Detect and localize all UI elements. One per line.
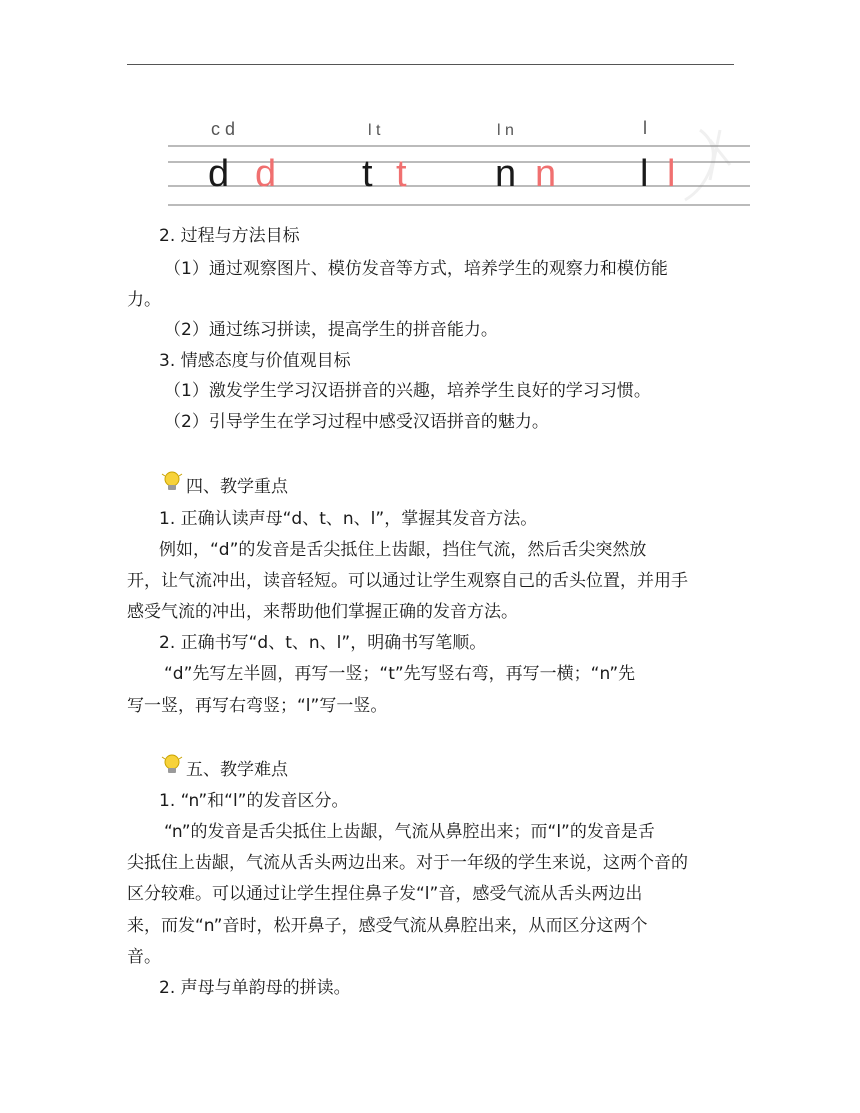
lightbulb-icon bbox=[161, 470, 183, 494]
section-heading-difficulties: 五、教学难点 bbox=[186, 760, 288, 780]
paragraph-line: “d”先写左半圆，再写一竖；“t”先写竖右弯，再写一横；“n”先 bbox=[164, 664, 636, 684]
stroke-steps-l: l bbox=[643, 118, 647, 138]
paragraph-line: 音。 bbox=[127, 947, 161, 967]
paragraph-line: 来，而发“n”音时，松开鼻子，感受气流从鼻腔出来，从而区分这两个 bbox=[127, 916, 648, 936]
section-heading-key-points: 四、教学重点 bbox=[186, 477, 288, 497]
lightbulb-icon bbox=[161, 753, 183, 777]
paragraph-line: 尖抵住上齿龈，气流从舌头两边出来。对于一年级的学生来说，这两个音的 bbox=[127, 853, 688, 873]
letter-d-black: d bbox=[208, 153, 230, 195]
paragraph-line: 区分较难。可以通过让学生捏住鼻子发“l”音，感受气流从舌头两边出 bbox=[127, 884, 643, 904]
paragraph-line: 写一竖，再写右弯竖；“l”写一竖。 bbox=[127, 696, 388, 716]
letter-t-black: t bbox=[362, 153, 373, 195]
paragraph-line: （2）通过练习拼读，提高学生的拼音能力。 bbox=[164, 320, 498, 340]
paragraph-line: “n”的发音是舌尖抵住上齿龈，气流从鼻腔出来；而“l”的发音是舌 bbox=[164, 822, 655, 842]
section-heading-emotion: 3. 情感态度与价值观目标 bbox=[159, 351, 351, 371]
letter-n-black: n bbox=[495, 153, 517, 195]
section-heading-process: 2. 过程与方法目标 bbox=[159, 226, 300, 246]
paragraph-line: （1）通过观察图片、模仿发音等方式，培养学生的观察力和模仿能 bbox=[164, 259, 668, 279]
stroke-steps-t: l t bbox=[368, 122, 381, 139]
letter-l-red: l bbox=[667, 153, 676, 195]
paragraph-line: 1. “n”和“l”的发音区分。 bbox=[159, 791, 349, 811]
stroke-steps-d: c d bbox=[211, 119, 236, 139]
letter-t-red: t bbox=[396, 153, 407, 195]
watermark-logo bbox=[685, 130, 730, 200]
letter-l-black: l bbox=[640, 153, 649, 195]
paragraph-line: （1）激发学生学习汉语拼音的兴趣，培养学生良好的学习习惯。 bbox=[164, 381, 651, 401]
letter-n-red: n bbox=[535, 153, 557, 195]
paragraph-line: 开，让气流冲出，读音轻短。可以通过让学生观察自己的舌头位置，并用手 bbox=[127, 571, 688, 591]
stroke-steps-n: l n bbox=[497, 122, 514, 139]
paragraph-line: 1. 正确认读声母“d、t、n、l”，掌握其发音方法。 bbox=[159, 509, 538, 529]
letter-d-red: d bbox=[255, 153, 277, 195]
paragraph-line: 2. 正确书写“d、t、n、l”，明确书写笔顺。 bbox=[159, 633, 487, 653]
paragraph-line: 力。 bbox=[127, 290, 161, 310]
paragraph-line: 例如，“d”的发音是舌尖抵住上齿龈，挡住气流，然后舌尖突然放 bbox=[159, 540, 647, 560]
four-line-grid bbox=[165, 110, 755, 215]
header-rule bbox=[127, 64, 734, 65]
paragraph-line: （2）引导学生在学习过程中感受汉语拼音的魅力。 bbox=[164, 412, 549, 432]
paragraph-line: 感受气流的冲出，来帮助他们掌握正确的发音方法。 bbox=[127, 602, 518, 622]
paragraph-line: 2. 声母与单韵母的拼读。 bbox=[159, 978, 351, 998]
stroke-order-figure bbox=[165, 110, 755, 215]
